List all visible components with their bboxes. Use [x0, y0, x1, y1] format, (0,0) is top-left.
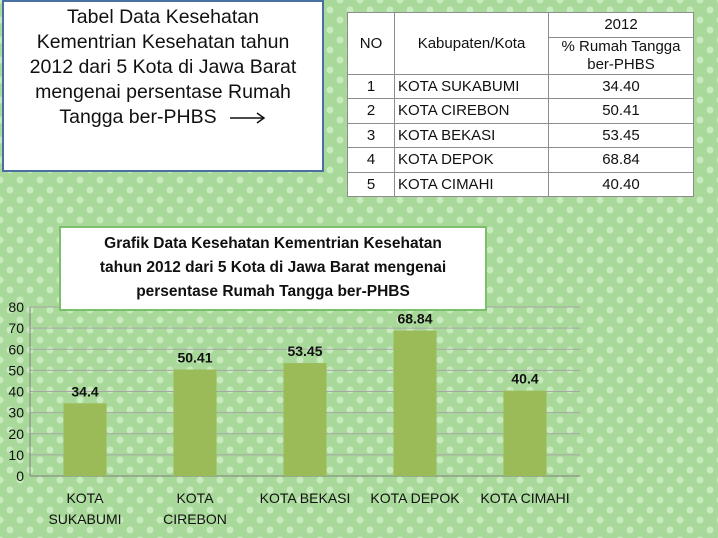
x-tick-label: KOTA BEKASI	[259, 490, 351, 506]
bar	[284, 363, 327, 476]
cell-name: KOTA DEPOK	[395, 148, 549, 173]
y-tick-label: 40	[8, 383, 24, 400]
x-tick-label: KOTA	[66, 490, 104, 506]
cell-value: 68.84	[549, 148, 694, 173]
y-tick-label: 60	[8, 341, 24, 358]
x-tick-label: KOTA CIMAHI	[480, 490, 570, 506]
bar	[174, 370, 217, 476]
chart-title-line: tahun 2012 dari 5 Kota di Jawa Barat mengenai	[99, 259, 447, 276]
x-tick-label: KOTA	[176, 490, 214, 506]
cell-no: 3	[348, 123, 395, 148]
y-tick-label: 10	[8, 446, 24, 463]
header-kabupaten: Kabupaten/Kota	[395, 13, 549, 75]
cell-no: 1	[348, 74, 395, 99]
header-metric-line: % Rumah Tangga	[561, 37, 681, 55]
bar	[394, 331, 437, 476]
cell-no: 4	[348, 148, 395, 173]
cell-name: KOTA CIMAHI	[395, 172, 549, 197]
cell-value: 40.40	[549, 172, 694, 197]
caption-line: Kementrian Kesehatan tahun	[36, 31, 290, 53]
chart-title-line: Grafik Data Kesehatan Kementrian Kesehatan	[104, 235, 442, 252]
y-tick-label: 50	[8, 362, 24, 379]
data-label: 34.4	[71, 383, 99, 400]
data-label: 40.4	[511, 370, 539, 387]
y-tick-label: 20	[8, 425, 24, 442]
x-tick-label: SUKABUMI	[48, 511, 122, 527]
caption-line: mengenai persentase Rumah	[35, 81, 291, 103]
x-tick-label: CIREBON	[163, 511, 227, 527]
bar	[64, 403, 107, 476]
cell-name: KOTA SUKABUMI	[395, 74, 549, 99]
cell-name: KOTA CIREBON	[395, 99, 549, 124]
cell-no: 2	[348, 99, 395, 124]
cell-no: 5	[348, 172, 395, 197]
y-tick-label: 70	[8, 320, 24, 337]
header-year: 2012	[549, 13, 694, 38]
cell-value: 53.45	[549, 123, 694, 148]
chart-title-box	[59, 226, 487, 311]
data-label: 53.45	[287, 343, 323, 360]
caption-line-text: Tangga ber-PHBS	[59, 106, 217, 128]
x-tick-label: KOTA DEPOK	[370, 490, 460, 506]
header-metric-line: ber-PHBS	[587, 55, 655, 73]
data-label: 68.84	[397, 310, 433, 327]
y-tick-label: 0	[16, 468, 24, 484]
cell-value: 34.40	[549, 74, 694, 99]
y-tick-label: 30	[8, 404, 24, 421]
cell-value: 50.41	[549, 99, 694, 124]
cell-name: KOTA BEKASI	[395, 123, 549, 148]
caption-line: Tabel Data Kesehatan	[67, 6, 259, 28]
y-tick-label: 80	[8, 299, 24, 315]
bar	[504, 391, 547, 476]
chart-title-line: persentase Rumah Tangga ber-PHBS	[136, 283, 410, 300]
data-label: 50.41	[177, 349, 213, 366]
caption-line: 2012 dari 5 Kota di Jawa Barat	[29, 56, 297, 78]
header-no: NO	[348, 13, 395, 75]
